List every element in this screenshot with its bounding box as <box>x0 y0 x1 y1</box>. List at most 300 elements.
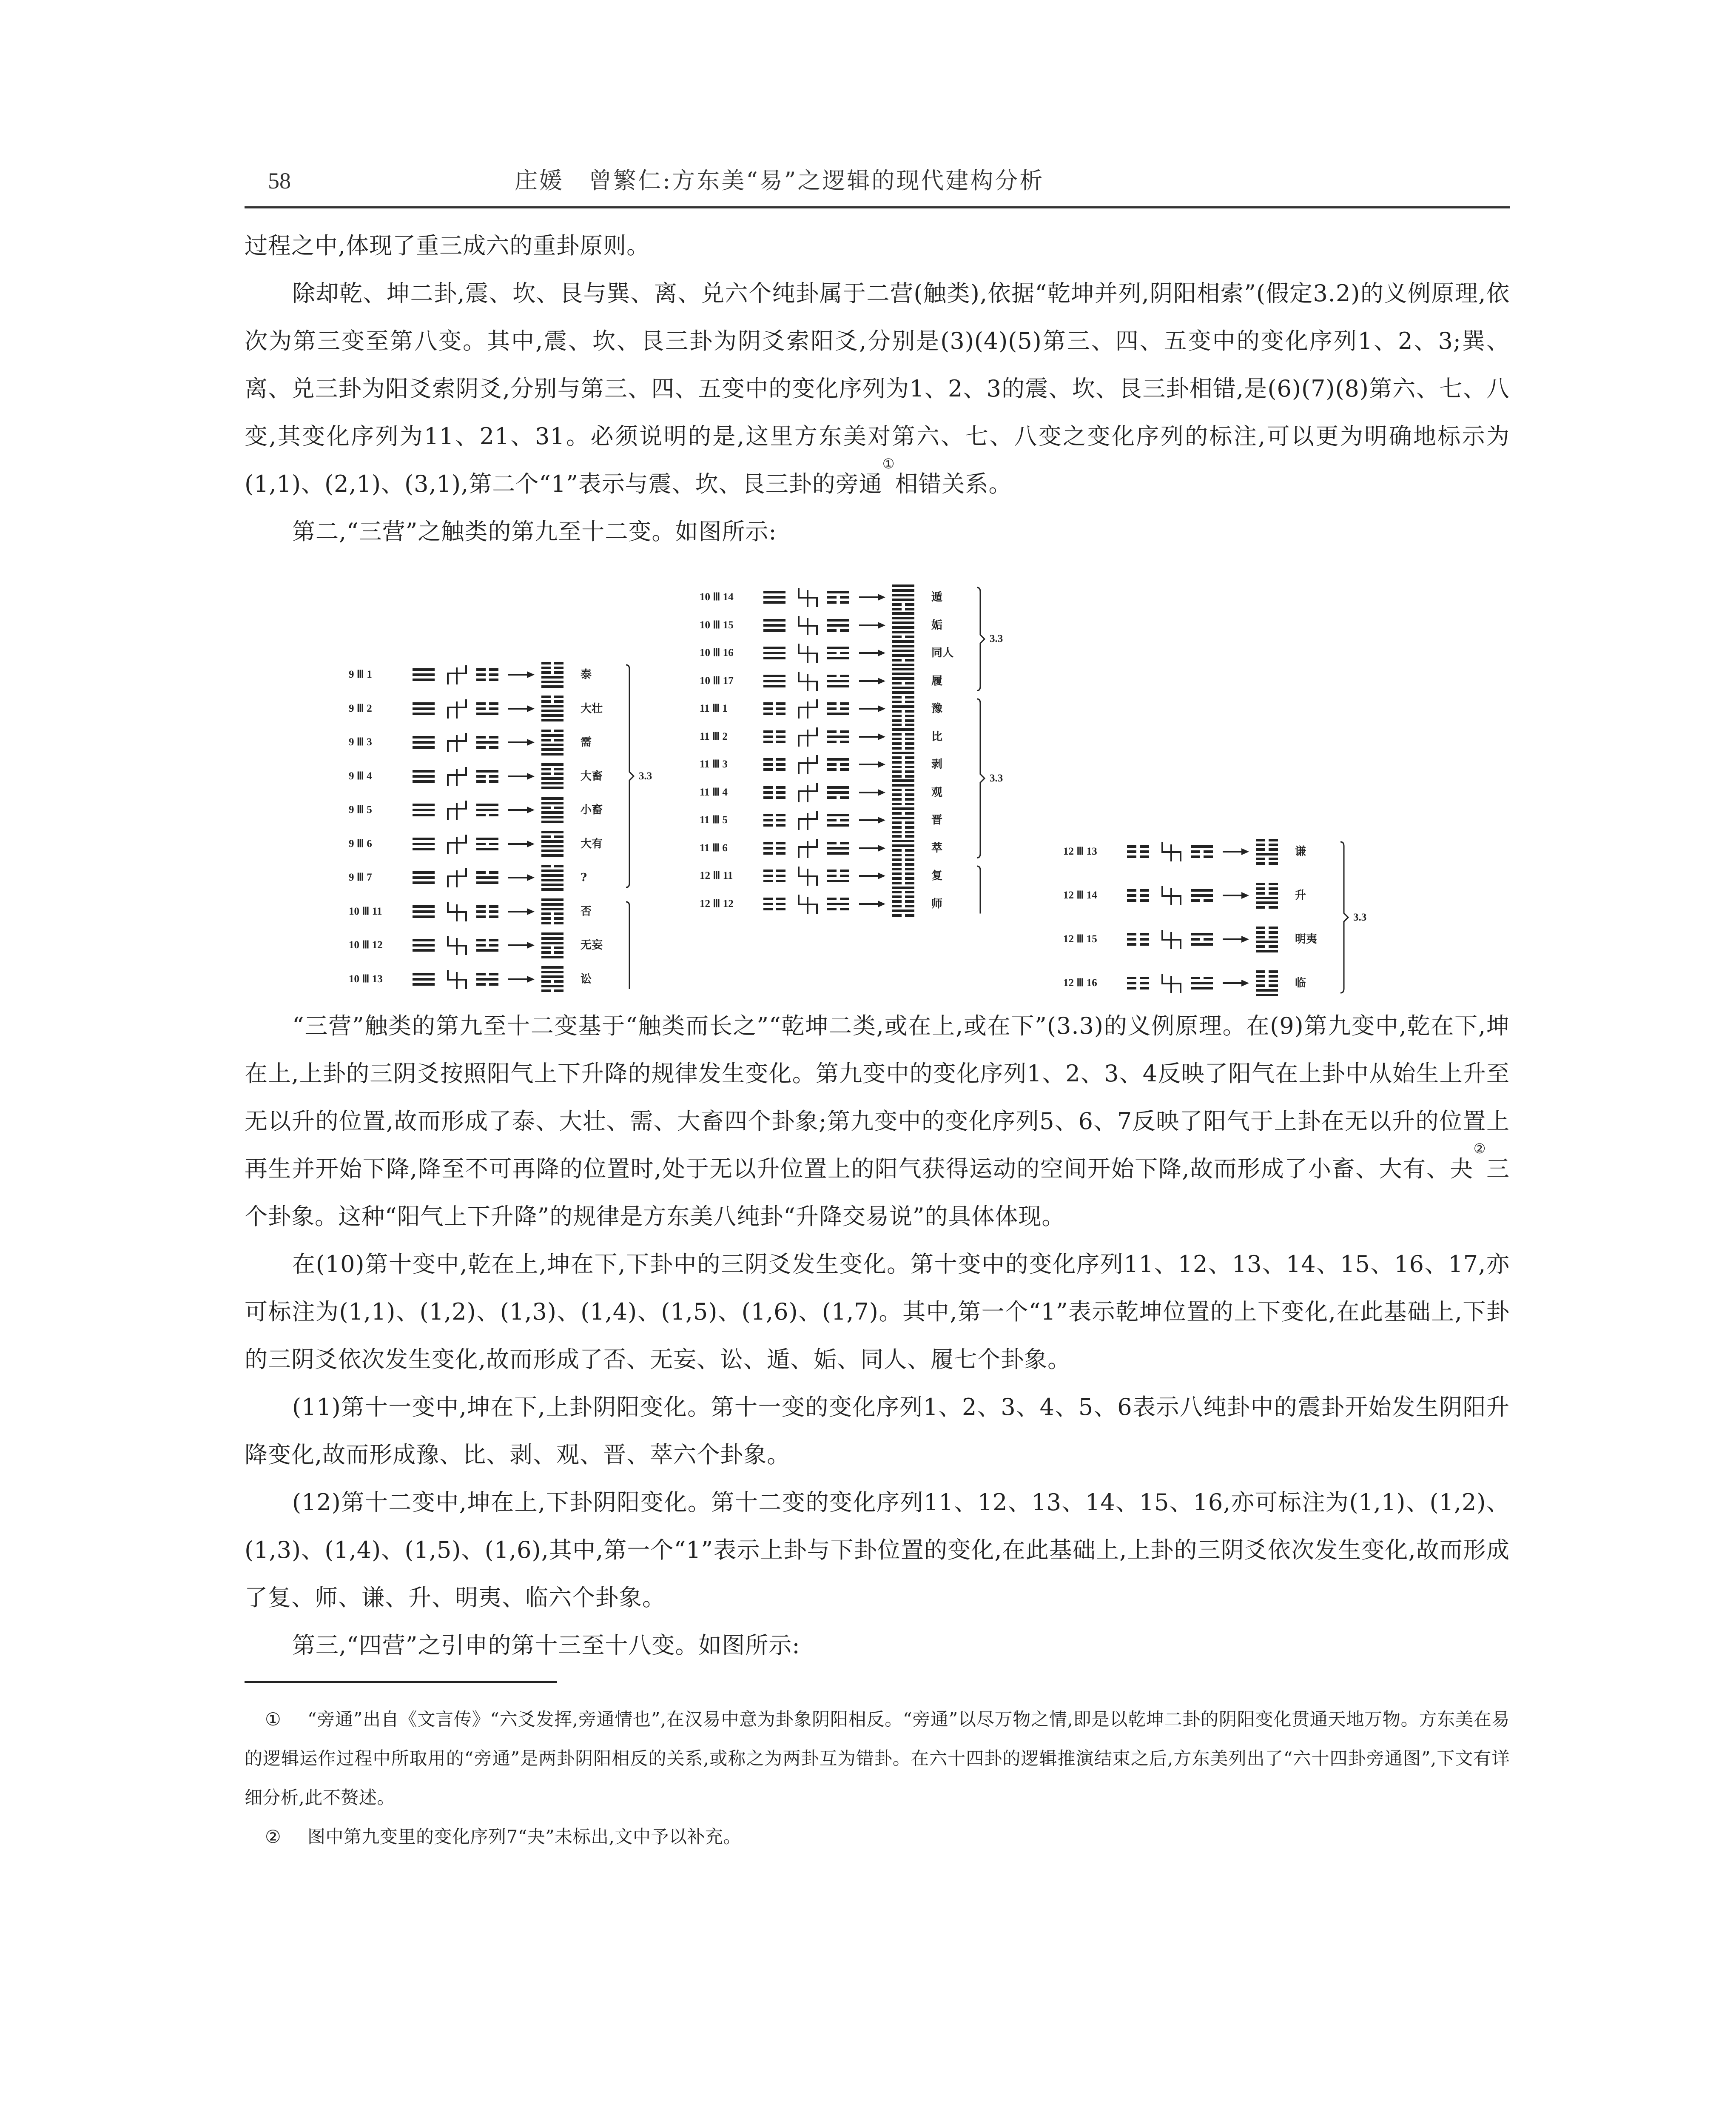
yin-line <box>905 905 914 907</box>
hexagram-name: 泰 <box>581 668 592 681</box>
yin-line <box>541 662 551 664</box>
yang-line <box>413 915 435 918</box>
yin-line <box>905 696 914 699</box>
arrow-right-icon <box>859 677 885 685</box>
arrow-right-icon <box>859 872 885 880</box>
ascend-symbol-icon <box>797 754 819 775</box>
yin-line <box>1191 850 1200 853</box>
changing-trigram <box>476 905 498 918</box>
changing-trigram <box>476 939 498 952</box>
yang-line <box>476 838 498 840</box>
result-hexagram <box>541 662 563 688</box>
yang-line <box>541 685 563 688</box>
yang-line <box>541 888 563 891</box>
yin-line <box>905 789 914 791</box>
yin-line <box>827 741 837 743</box>
result-hexagram <box>541 730 563 756</box>
arrow-right-icon <box>508 670 535 679</box>
yang-line <box>827 847 849 850</box>
yang-line <box>541 932 563 935</box>
yin-line <box>892 701 902 703</box>
result-hexagram <box>892 724 914 750</box>
changing-trigram <box>476 871 498 884</box>
yin-line <box>1191 977 1200 979</box>
row-label: 12 Ⅲ 14 <box>1063 890 1097 901</box>
row-label: 9 Ⅲ 2 <box>349 702 372 714</box>
yang-line <box>763 652 785 654</box>
yin-line <box>1256 862 1265 865</box>
changing-trigram <box>827 702 849 715</box>
arrow-right-icon <box>859 900 885 908</box>
yin-line <box>1127 845 1136 848</box>
ascend-symbol-icon <box>797 782 819 803</box>
yin-line <box>1256 970 1265 973</box>
footnote-text: “旁通”出自《文言传》“六爻发挥,旁通情也”,在汉易中意为卦象阴阳相反。“旁通”以尽万物之情,即是以乾坤二卦的阴阳变化贯通天地万物。方东美在易的逻辑运作过程中所取用的“旁通”是两卦阴阳相反的关系,或称之为两卦互为错卦。在六十四卦的逻辑推演结束之后,方东美列出了“六十四卦旁通图”,下文有详细分析,此不赘述。 <box>245 1709 1510 1808</box>
yin-line <box>1269 936 1278 938</box>
yin-line <box>554 671 563 674</box>
yin-line <box>840 730 849 733</box>
row-label: 10 Ⅲ 16 <box>700 647 734 659</box>
yin-line <box>776 786 785 789</box>
arrow-right-icon <box>508 738 535 747</box>
changing-trigram <box>476 973 498 986</box>
yin-line <box>489 973 498 975</box>
yang-line <box>413 736 435 738</box>
brace <box>976 865 993 915</box>
yin-line <box>905 858 914 861</box>
changing-trigram <box>827 730 849 743</box>
yang-line <box>541 879 563 881</box>
yin-line <box>905 863 914 866</box>
yin-line <box>489 668 498 671</box>
changing-trigram <box>827 870 849 882</box>
yin-line <box>541 671 551 674</box>
yin-line <box>554 667 563 669</box>
yin-line <box>892 715 902 717</box>
base-trigram <box>763 702 785 715</box>
changing-trigram <box>827 786 849 799</box>
page-number: 58 <box>268 168 291 194</box>
yin-line <box>776 875 785 877</box>
yang-line <box>827 713 849 715</box>
yang-line <box>541 985 563 987</box>
yang-line <box>763 675 785 677</box>
arrow-right-icon <box>508 975 535 984</box>
arrow-right-icon <box>508 806 535 814</box>
yang-line <box>763 596 785 599</box>
yin-line <box>840 819 849 821</box>
yin-line <box>840 763 849 766</box>
yin-line <box>827 629 837 632</box>
hexagram-name: 复 <box>931 870 943 882</box>
yang-line <box>541 797 563 800</box>
arrow-right-icon <box>859 733 885 741</box>
yang-line <box>827 814 849 816</box>
yin-line <box>1256 927 1265 929</box>
yin-line <box>476 973 486 975</box>
yang-line <box>1256 950 1278 952</box>
yin-line <box>905 724 914 726</box>
yin-line <box>476 944 486 947</box>
yin-line <box>1256 848 1265 851</box>
yin-line <box>1269 892 1278 895</box>
base-trigram <box>763 870 785 882</box>
row-label: 10 Ⅲ 13 <box>349 973 383 985</box>
yang-line <box>413 848 435 850</box>
yang-line <box>827 657 849 659</box>
yin-line <box>554 865 563 867</box>
yang-line <box>541 874 563 877</box>
yin-line <box>554 662 563 664</box>
yin-line <box>541 768 551 770</box>
descend-symbol-icon <box>797 893 819 915</box>
yang-line <box>1256 853 1278 855</box>
row-label: 10 Ⅲ 14 <box>700 591 734 603</box>
footnote <box>245 1700 1510 1817</box>
brace-reference: 3.3 <box>990 772 1003 784</box>
yin-line <box>892 793 902 796</box>
hexagram-name: 萃 <box>931 841 943 855</box>
hexagram-name: 剥 <box>931 758 943 771</box>
base-trigram <box>413 770 435 783</box>
yang-line <box>413 949 435 952</box>
result-hexagram <box>1256 883 1278 909</box>
yin-line <box>892 900 902 903</box>
yin-line <box>827 702 837 705</box>
yin-line <box>763 908 773 910</box>
yin-line <box>1140 982 1149 984</box>
yang-line <box>413 871 435 874</box>
yang-line <box>1191 943 1213 946</box>
yin-line <box>1269 975 1278 978</box>
changing-trigram <box>827 591 849 604</box>
yang-line <box>827 736 849 738</box>
yin-line <box>776 847 785 850</box>
changing-trigram <box>476 770 498 783</box>
yin-line <box>1269 839 1278 841</box>
yin-line <box>892 858 902 861</box>
yang-line <box>413 881 435 884</box>
row-label: 12 Ⅲ 16 <box>1063 977 1097 989</box>
yin-line <box>776 898 785 900</box>
yin-line <box>892 849 902 852</box>
yin-line <box>892 854 902 856</box>
ascend-symbol-icon <box>447 698 468 719</box>
base-trigram <box>413 939 435 952</box>
yin-line <box>1269 970 1278 973</box>
result-hexagram <box>892 835 914 861</box>
yin-line <box>1127 943 1136 946</box>
yang-line <box>541 719 563 721</box>
yang-line <box>892 840 914 842</box>
result-hexagram <box>892 891 914 917</box>
base-trigram <box>1127 977 1149 989</box>
yin-line <box>763 786 773 789</box>
yang-line <box>541 903 563 906</box>
yang-line <box>413 876 435 879</box>
yin-line <box>892 756 902 759</box>
paragraph-text: 在(10)第十变中,乾在上,坤在下,下卦中的三阴爻发生变化。第十变中的变化序列11、12、13、14、15、16、17,亦可标注为(1,1)、(1,2)、(1,3)、(1,4)、(1,5)、(1,6)、(1,7)。其中,第一个“1”表示乾坤位置的上下变化,在此基础上,下卦的三阴爻依次发生变化,故而形成了否、无妄、讼、遁、姤、同人、履七个卦象。 <box>245 1251 1510 1373</box>
changing-trigram <box>476 702 498 715</box>
base-trigram <box>1127 845 1149 858</box>
result-hexagram <box>892 696 914 722</box>
base-trigram <box>763 675 785 687</box>
yang-line <box>763 619 785 622</box>
yin-line <box>905 770 914 773</box>
yin-line <box>1256 945 1265 948</box>
row-label: 11 Ⅲ 2 <box>700 730 728 742</box>
paragraph-text: 第二,“三营”之触类的第九至十二变。如图所示: <box>292 518 777 545</box>
body-text-bottom <box>245 1002 1510 1669</box>
yin-line <box>554 917 563 920</box>
yin-line <box>1140 855 1149 858</box>
yin-line <box>1140 987 1149 989</box>
yang-line <box>892 599 914 601</box>
yin-line <box>892 636 902 638</box>
yin-line <box>892 872 902 875</box>
ascend-symbol-icon <box>447 732 468 753</box>
yang-line <box>892 612 914 615</box>
yang-line <box>541 710 563 712</box>
yang-line <box>541 802 563 804</box>
hexagram-name: ? <box>581 871 587 884</box>
ascend-symbol-icon <box>447 833 468 855</box>
yang-line <box>541 744 563 746</box>
yang-line <box>892 784 914 787</box>
base-trigram <box>413 905 435 918</box>
base-trigram <box>413 838 435 850</box>
yin-line <box>1127 889 1136 892</box>
descend-symbol-icon <box>1161 885 1182 906</box>
yin-line <box>489 910 498 913</box>
yin-line <box>554 768 563 770</box>
yin-line <box>892 821 902 824</box>
yin-line <box>1140 845 1149 848</box>
hexagram-name: 谦 <box>1295 845 1306 858</box>
hexagram-name: 观 <box>931 786 943 799</box>
yin-line <box>489 944 498 947</box>
yang-line <box>413 770 435 773</box>
yin-line <box>1269 906 1278 909</box>
yin-line <box>541 947 551 949</box>
paragraph-text: “三营”触类的第九至十二变基于“触类而长之”“乾坤二类,或在上,或在下”(3.3)的义例原理。在(9)第九变中,乾在下,坤在上,上卦的三阴爻按照阳气上下升降的规律发生变化。第九变中的变化序列1、2、3、4反映了阳气在上卦中从始生上升至无以升的位置,故而形成了泰、大壮、需、大畜四个卦象;第九变中的变化序列5、6、7反映了阳气于上卦在无以升的位置上再生并开始下降,降至不可再降的位置时,处于无以升位置上的阳气获得运动的空间开始下降,故而形成了小畜、大有、夬 <box>245 1012 1510 1182</box>
yang-line <box>541 816 563 818</box>
ascend-symbol-icon <box>447 664 468 685</box>
yin-line <box>840 675 849 677</box>
yin-line <box>776 736 785 738</box>
yang-line <box>541 898 563 901</box>
paragraph <box>245 1622 1510 1669</box>
yang-line <box>827 852 849 855</box>
row-label: 10 Ⅲ 12 <box>349 939 383 951</box>
yin-line <box>892 863 902 866</box>
yin-line <box>827 596 837 599</box>
yin-line <box>541 917 551 920</box>
yin-line <box>763 875 773 877</box>
yin-line <box>827 898 837 900</box>
descend-symbol-icon <box>1161 972 1182 994</box>
yin-line <box>905 761 914 764</box>
yin-line <box>892 659 902 661</box>
yang-line <box>827 786 849 789</box>
descend-symbol-icon <box>797 670 819 692</box>
paragraph <box>245 222 1510 270</box>
row-label: 11 Ⅲ 1 <box>700 703 728 714</box>
yin-line <box>1140 933 1149 935</box>
row-label: 10 Ⅲ 11 <box>349 905 382 917</box>
result-hexagram <box>892 863 914 889</box>
yin-line <box>1204 855 1213 858</box>
yang-line <box>763 629 785 632</box>
changing-trigram <box>1191 977 1213 989</box>
yin-line <box>905 733 914 736</box>
yin-line <box>541 951 551 954</box>
yin-line <box>554 700 563 703</box>
paragraph-text: 相错关系。 <box>895 470 1012 497</box>
yang-line <box>413 780 435 783</box>
yang-line <box>413 838 435 840</box>
yin-line <box>840 908 849 910</box>
base-trigram <box>413 973 435 986</box>
yang-line <box>892 844 914 847</box>
yang-line <box>827 880 849 882</box>
yin-line <box>554 696 563 698</box>
footnote-ref[interactable]: ① <box>882 456 895 472</box>
yin-line <box>1191 855 1200 858</box>
yin-line <box>892 882 902 884</box>
yin-line <box>840 652 849 654</box>
yin-line <box>1269 931 1278 934</box>
footnote-ref[interactable]: ② <box>1473 1140 1486 1157</box>
yin-line <box>489 746 498 749</box>
result-hexagram <box>541 932 563 958</box>
changing-trigram <box>827 675 849 687</box>
descend-symbol-icon <box>797 642 819 664</box>
yin-line <box>476 814 486 816</box>
hexagram-name: 否 <box>581 905 592 918</box>
base-trigram <box>763 814 785 827</box>
yin-line <box>905 821 914 824</box>
yin-line <box>892 742 902 745</box>
yin-line <box>763 819 773 821</box>
yin-line <box>541 696 551 698</box>
brace-reference: 3.3 <box>1353 911 1367 923</box>
yang-line <box>413 775 435 778</box>
yang-line <box>763 591 785 593</box>
yang-line <box>892 631 914 633</box>
yin-line <box>1127 938 1136 941</box>
arrow-right-icon <box>508 704 535 713</box>
base-trigram <box>763 758 785 771</box>
arrow-right-icon <box>859 760 885 769</box>
changing-trigram <box>476 804 498 816</box>
base-trigram <box>763 786 785 799</box>
yin-line <box>905 831 914 833</box>
yin-line <box>840 601 849 604</box>
brace-reference: 3.3 <box>639 770 652 782</box>
yin-line <box>1256 883 1265 885</box>
yin-line <box>776 796 785 799</box>
hexagram-name: 师 <box>931 897 943 910</box>
yin-line <box>1269 844 1278 846</box>
yin-line <box>892 766 902 768</box>
row-label: 11 Ⅲ 5 <box>700 814 728 826</box>
yang-line <box>763 624 785 627</box>
yang-line <box>541 850 563 852</box>
yang-line <box>541 845 563 847</box>
yang-line <box>541 676 563 679</box>
yang-line <box>476 770 498 773</box>
yang-line <box>1256 941 1278 943</box>
footnote-text: 图中第九变里的变化序列7“夬”未标出,文中予以补充。 <box>307 1826 742 1847</box>
yin-line <box>541 922 551 924</box>
row-label: 9 Ⅲ 3 <box>349 736 372 748</box>
yin-line <box>489 679 498 681</box>
descend-symbol-icon <box>1161 841 1182 862</box>
yin-line <box>1256 931 1265 934</box>
yin-line <box>1140 938 1149 941</box>
yin-line <box>554 739 563 741</box>
yang-line <box>541 854 563 857</box>
arrow-right-icon <box>859 788 885 797</box>
yin-line <box>763 796 773 799</box>
yin-line <box>840 768 849 771</box>
yin-line <box>892 733 902 736</box>
yin-line <box>827 763 837 766</box>
hexagram-name: 大畜 <box>581 770 603 783</box>
yin-line <box>763 870 773 872</box>
yin-line <box>892 724 902 726</box>
yin-line <box>905 803 914 805</box>
yin-line <box>1269 858 1278 860</box>
yin-line <box>892 682 902 684</box>
yin-line <box>905 719 914 722</box>
paragraph <box>245 270 1510 508</box>
yin-line <box>905 793 914 796</box>
yang-line <box>1191 845 1213 848</box>
yang-line <box>892 779 914 782</box>
yin-line <box>905 636 914 638</box>
yin-line <box>1140 899 1149 902</box>
hexagram-name: 履 <box>931 674 943 687</box>
yin-line <box>763 713 773 715</box>
yang-line <box>476 848 498 850</box>
yin-line <box>763 730 773 733</box>
yin-line <box>541 912 551 915</box>
yang-line <box>763 601 785 604</box>
yang-line <box>827 624 849 627</box>
yin-line <box>905 872 914 875</box>
yin-line <box>892 826 902 829</box>
base-trigram <box>763 647 785 659</box>
arrow-right-icon <box>1223 891 1249 900</box>
yin-line <box>892 891 902 893</box>
result-hexagram <box>541 696 563 721</box>
result-hexagram <box>892 612 914 638</box>
yin-line <box>554 835 563 838</box>
paragraph <box>245 1240 1510 1383</box>
yin-line <box>776 814 785 816</box>
yang-line <box>1191 933 1213 935</box>
result-hexagram <box>892 752 914 778</box>
base-trigram <box>763 898 785 910</box>
yang-line <box>1191 982 1213 984</box>
yang-line <box>541 942 563 944</box>
yang-line <box>892 589 914 592</box>
yin-line <box>1256 975 1265 978</box>
base-trigram <box>1127 889 1149 902</box>
paragraph <box>245 508 1510 556</box>
